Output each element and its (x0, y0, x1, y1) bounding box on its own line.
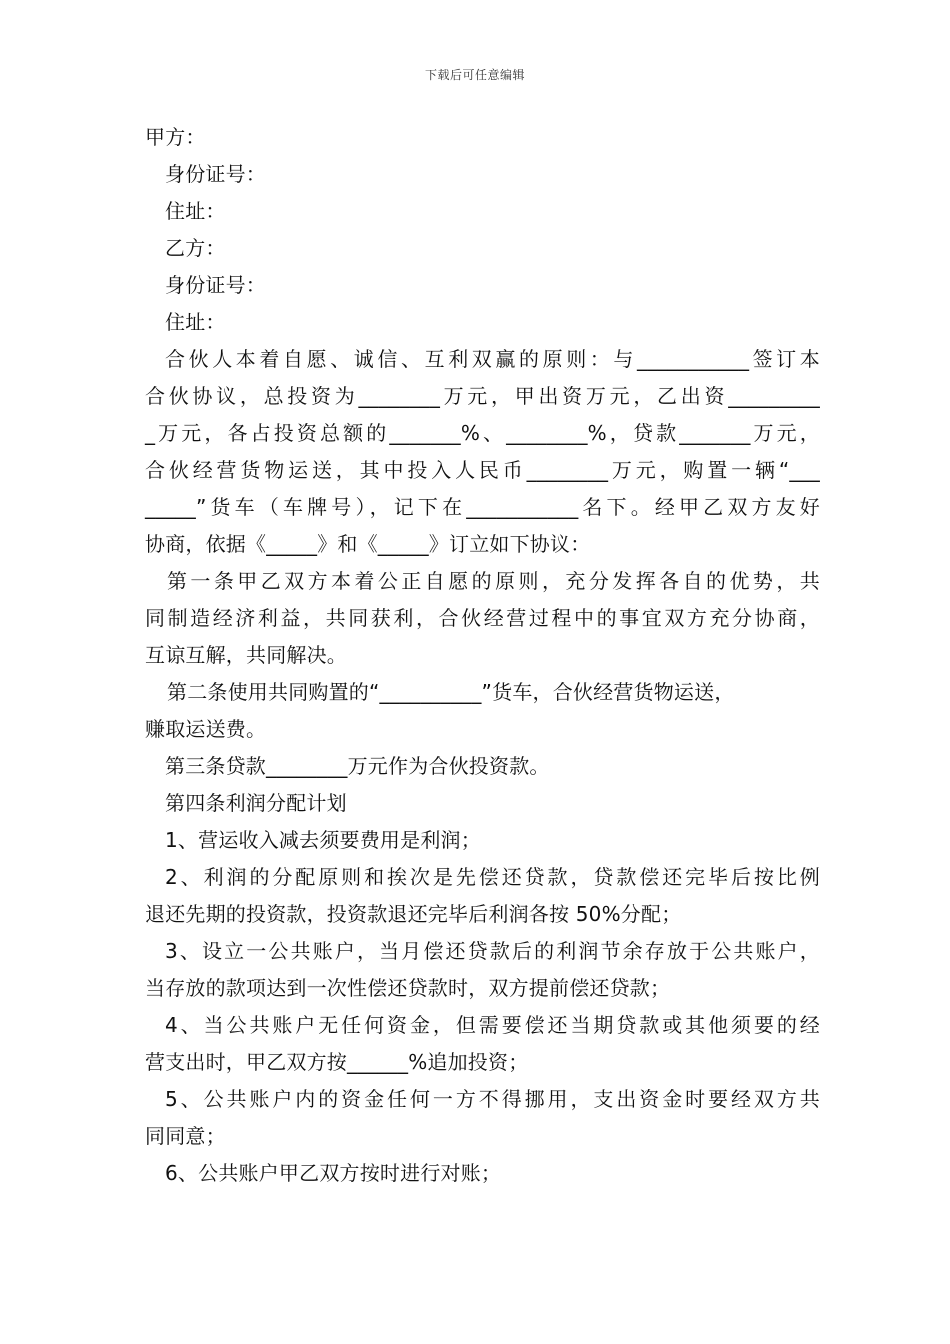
party-a-label: 甲方： (145, 125, 206, 149)
clause-1-line: 1、营运收入减去须要费用是利润； (165, 828, 481, 852)
clause-2-line: 退还先期的投资款，投资款退还完毕后利润各按 50%分配； (145, 902, 682, 926)
party-b-address-label: 住址： (165, 310, 226, 334)
clause-2-line: 2、利润的分配原则和挨次是先偿还贷款，贷款偿还完毕后按比例 (165, 865, 820, 889)
document-body (145, 119, 820, 1192)
party-a-id-label: 身份证号： (165, 162, 266, 186)
preamble-line: 合伙人本着自愿、诚信、互利双赢的原则：与___________签订本 (165, 347, 820, 371)
article-4-heading: 第四条利润分配计划 (165, 791, 347, 815)
article-1-line: 互谅互解，共同解决。 (145, 643, 347, 667)
clause-5-line: 同同意； (145, 1124, 226, 1148)
article-1-line: 第一条甲乙双方本着公正自愿的原则，充分发挥各自的优势，共 (167, 569, 820, 593)
article-3-line: 第三条贷款________万元作为合伙投资款。 (165, 754, 550, 778)
page-header: 下载后可任意编辑 (424, 68, 525, 82)
preamble-line: _万元，各占投资总额的_______%、________%，贷款_______万元， (145, 421, 820, 445)
clause-5-line: 5、公共账户内的资金任何一方不得挪用，支出资金时要经双方共 (165, 1087, 820, 1111)
preamble-line: _____”货车（车牌号），记下在___________名下。经甲乙双方友好 (145, 495, 820, 519)
preamble-line: 合伙经营货物运送，其中投入人民币________万元，购置一辆“___ (145, 458, 820, 482)
party-b-id-label: 身份证号： (165, 273, 266, 297)
article-2-line: 赚取运送费。 (145, 717, 267, 741)
clause-4-line: 4、当公共账户无任何资金，但需要偿还当期贷款或其他须要的经 (165, 1013, 820, 1037)
clause-3-line: 当存放的款项达到一次性偿还贷款时，双方提前偿还贷款； (145, 976, 671, 1000)
article-1-line: 同制造经济利益，共同获利，合伙经营过程中的事宜双方充分协商， (145, 606, 820, 630)
clause-3-line: 3、设立一公共账户，当月偿还贷款后的利润节余存放于公共账户， (165, 939, 820, 963)
party-b-label: 乙方： (165, 236, 226, 260)
party-a-address-label: 住址： (165, 199, 226, 223)
preamble-line: 协商，依据《_____》和《_____》订立如下协议： (145, 532, 591, 556)
clause-4-line: 营支出时，甲乙双方按______%追加投资； (145, 1050, 529, 1074)
article-2-line: 第二条使用共同购置的“__________”货车，合伙经营货物运送， (167, 680, 735, 704)
preamble-line: 合伙协议，总投资为________万元，甲出资万元，乙出资_________ (145, 384, 820, 408)
clause-6-line: 6、公共账户甲乙双方按时进行对账； (165, 1161, 502, 1185)
